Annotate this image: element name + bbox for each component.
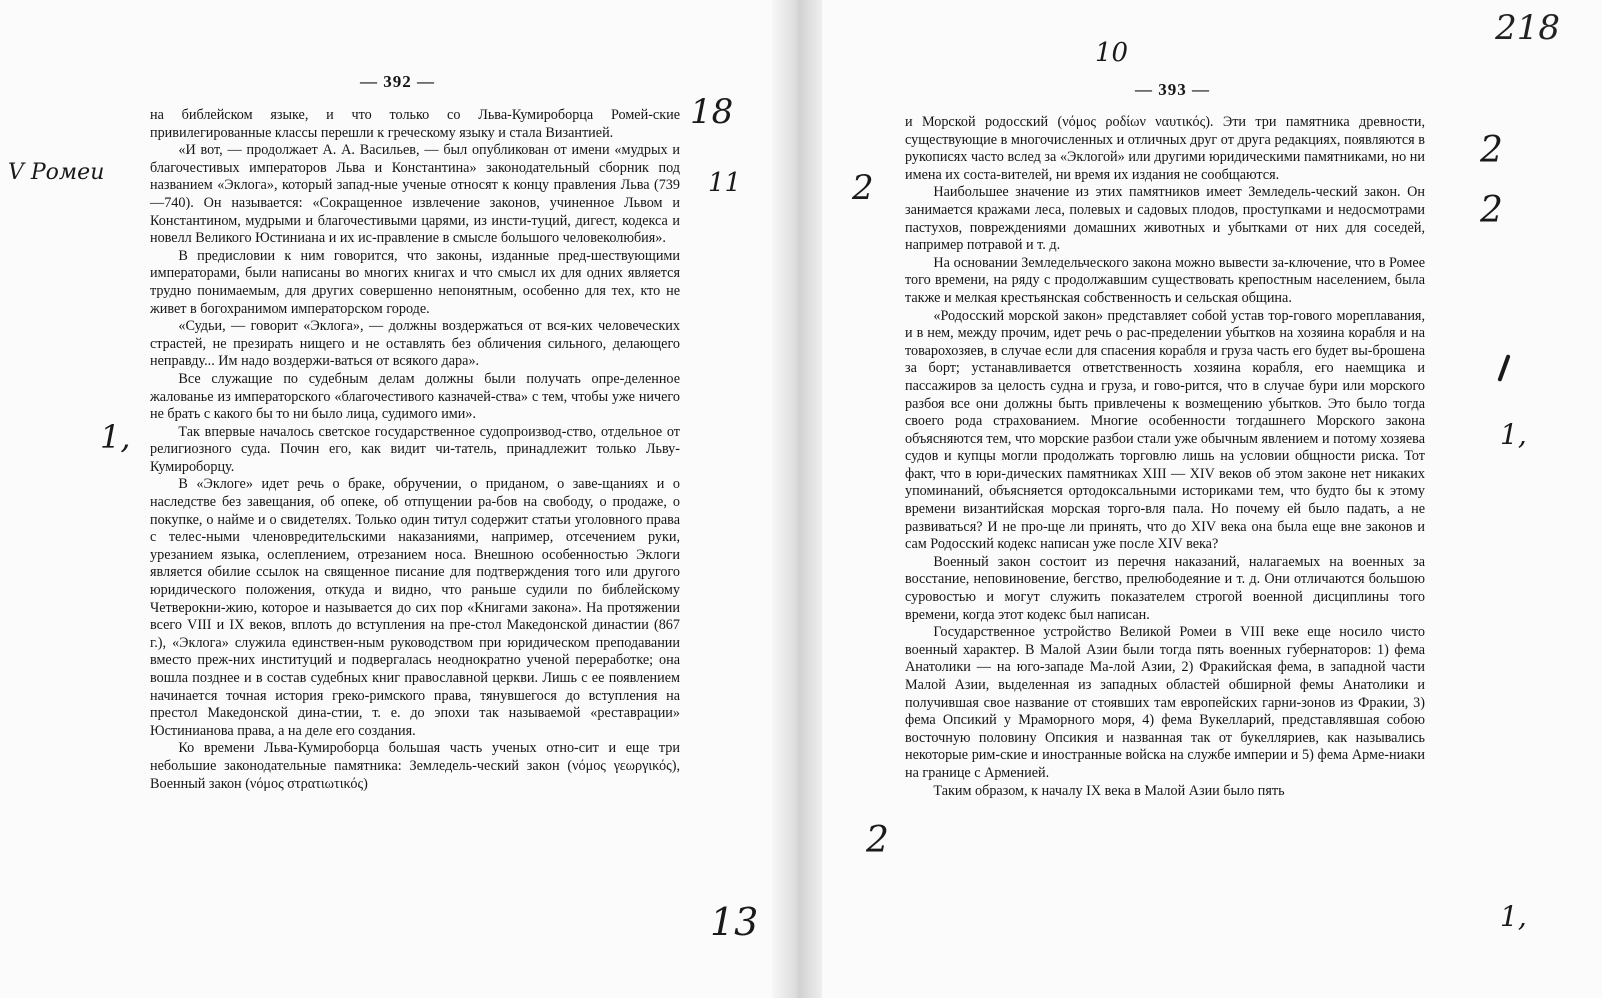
handwritten-number: 18 xyxy=(690,92,734,132)
handwritten-number: 1, xyxy=(100,418,131,456)
right-paragraph: Военный закон состоит из перечня наказаний, налагаемых на военных за восстание, неповиновение, бегство, прелюбодеяние и т. д. Они отличаются большою суровостью и могут служить показателем строгой военной дисциплины того времени, когда этот кодекс был написан. xyxy=(905,553,1425,623)
page-number-left: — 392 — xyxy=(360,72,435,91)
right-paragraph: и Морской родосский (νόμος ροδίων ναυτικός). Эти три памятника древности, существующие в многочисленных и отличных друг от друга редакциях, появляются в рукописях часто вслед за «Эклогой» или другими юридическими памятниками, но ни имена их соста-вителей, ни время их издания не сообщаются. xyxy=(905,114,1425,183)
handwritten-number: 2 xyxy=(852,168,874,208)
left-paragraph: Так впервые началось светское государственное судопроизвод-ство, отдельное от религиозного суда. Почин его, как видит чи-татель, принадлежит только Льву-Кумироборцу. xyxy=(150,423,680,475)
handwritten-corner-number: 218 xyxy=(1495,8,1560,48)
right-paragraph: Государственное устройство Великой Ромеи в VIII веке еще носило чисто военный характер. В Малой Азии были тогда пять военных губернаторов: 1) фема Анатолики — на юго-западе Ма-лой Азии, 2) Фракийская фема, в западной части Малой Азии, выделенная из западных областей обширной фемы Анатолики и получившая свое название от стоявших там европейских гарни-зонов из Фракии, 3) фема Опсикий у Мраморного моря, 4) фема Вукелларий, представлявшая собою восточную половину Опсикия и названная так от букелляриев, как назывались некоторые рим-ские и иностранные войска на службе империи и 5) фема Арме-ниаки на границе с Арменией. xyxy=(905,624,1425,781)
left-page-text xyxy=(150,107,680,793)
handwritten-number: 13 xyxy=(710,900,759,944)
right-paragraph: «Родосский морской закон» представляет собой устав тор-гового мореплавания, и в нем, между прочим, идет речь о рас-пределении убытков на хозяина корабля и на товарохозяев, в случае если для спасения корабля и груза часть его будет вы-брошена за борт; устанавливается ответственность хозяина корабля, его наемщика и пассажиров за целость судна и груза, и гово-рится, что в случае бури или морского разбоя все они должны быть привлечены к возмещению убытков. Это было тогда своего рода страхованием. Многие особенности тогдашнего Морского закона объясняются тем, что морские разбои стали уже обычным явлением и потому хозяева судов и купцы могли продолжать торговлю лишь на условии общности риска. Тот факт, что в юри-дических памятниках XIII — XIV веков об этом законе нет никаких упоминаний, объясняется ортодоксальными историками тем, что будто бы к этому времени византийская морская торго-вля пала. Но почему ей было падать, а не развиваться? И не про-ще ли принять, что до XIV века она была еще вне законов и сам Родосский кодекс написан уже после XIV века? xyxy=(905,307,1425,553)
book-gutter xyxy=(772,0,822,998)
page-number-right: — 393 — xyxy=(1135,80,1210,99)
handwritten-number: 1, xyxy=(1500,418,1527,451)
handwritten-number: 2 xyxy=(866,820,889,861)
left-paragraph: Все служащие по судебным делам должны были получать опре-деленное жалованье из императорского «благочестивого казначей-ства» с тем, чтобы уже ничего не брать с какого бы то ни было лица, судимого ими». xyxy=(150,370,680,423)
handwritten-margin-word: V Ромеи xyxy=(8,160,105,185)
handwritten-tick-mark xyxy=(1497,354,1510,382)
left-paragraph: В предисловии к ним говорится, что законы, изданные пред-шествующими императорами, были написаны во многих книгах и что смысл их для одних является трудно понимаемым, для других совершенно непонятным, особенно для тех, кто не живет в богохранимом императорском городе. xyxy=(150,247,680,317)
left-paragraph: Ко времени Льва-Кумироборца большая часть ученых отно-сит и еще три небольшие законодательные памятника: Земледель-ческий закон (νόμος γεωργικός), Военный закон (νόμος στρατιωτικός) xyxy=(150,740,680,792)
right-paragraph: На основании Земледельческого закона можно вывести за-ключение, что в Ромее того времени, на ряду с продолжавшим существовать крепостным населением, была также и мелкая крестьянская собственность и сельская община. xyxy=(905,254,1425,306)
right-paragraph: Таким образом, к началу IX века в Малой Азии было пять xyxy=(933,782,1285,799)
left-paragraph: на библейском языке, и что только со Льва-Кумироборца Ромей-ские привилегированные классы перешли к греческому языку и стала Византией. xyxy=(150,107,680,141)
handwritten-number: 2 xyxy=(1480,130,1503,171)
handwritten-top-mark: 10 xyxy=(1095,38,1129,68)
right-paragraph: Наибольшее значение из этих памятников имеет Земледель-ческий закон. Он занимается кражами леса, полевых и садовых плодов, проступками и недосмотрами пастухов, повреждениями домашних животных и убытками от них для соседей, например потравой и т. д. xyxy=(905,184,1425,254)
handwritten-number: 1, xyxy=(1500,900,1527,933)
left-paragraph: «Судьи, — говорит «Эклога», — должны воздержаться от вся-ких человеческих страстей, не презирать нищего и не оставлять без обличения сильного, делающего неправду... Им надо воздержи-ваться от всякого дара». xyxy=(150,318,680,370)
handwritten-number: 11 xyxy=(708,168,742,198)
left-paragraph: «И вот, — продолжает А. А. Васильев, — был опубликован от имени «мудрых и благочестивых императоров Льва и Константина» законодательный сборник под названием «Эклога», который запад-ные ученые относят к концу правления Льва (739—740). Он называется: «Сокращенное извлечение законов, учиненное Львом и Константином, мудрыми и благочестивыми царями, из инсти-туций, дигест, кодекса и новелл Великого Юстиниана и их ис-правление в смысле большого человеколюбия». xyxy=(150,142,680,247)
right-page-text xyxy=(905,114,1425,800)
left-paragraph: В «Эклоге» идет речь о браке, обручении, о приданом, о заве-щаниях и о наследстве без завещания, об опеке, об отпущении ра-бов на свободу, о продаже, о покупке, о найме и о свидетелях. Только один титул содержит статьи уголовного права с телес-ными членовредительскими наказаниями, например, отсечением руки, урезанием языка, ослеплением, отрезанием носа. Внешною особенностью Эклоги является обилие ссылок на священное писание для подтверждения того или другого юридического положения, откуда и видно, что раньше судили по библейскому Четверокни-жию, которое и называется до сих пор «Книгами закона». На протяжении всего VIII и IX веков, вплоть до вступления на пре-стол Македонской династии (867 г.), «Эклога» служила единствен-ным руководством при юридическом преподавании вместо преж-них институций и подвергалась неоднократно ученой переработке; она вошла позднее и в состав судебных книг православной церкви. Лишь с ее появлением начинается точная история греко-римского права, тянувшегося до вступления на престол Македонской дина-стии, т. е. до эпохи так называемой «реставрации» Юстинианова права, а на деле его создания. xyxy=(150,476,680,739)
handwritten-number: 2 xyxy=(1480,190,1503,231)
